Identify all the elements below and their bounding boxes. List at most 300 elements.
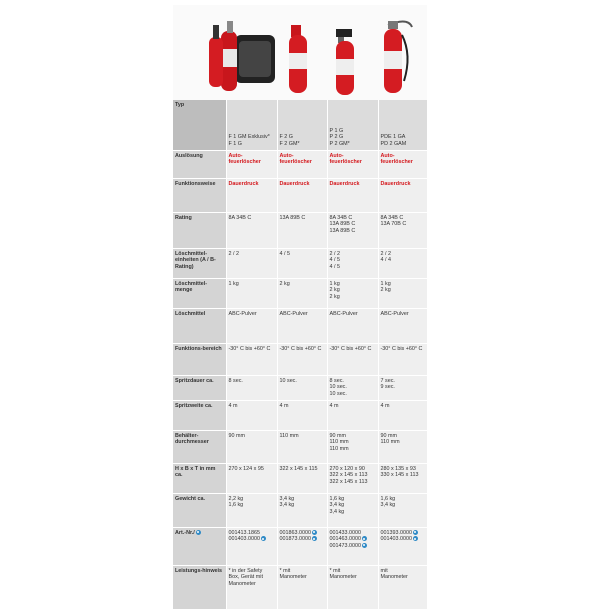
spec-value-line — [280, 536, 325, 543]
spec-value: 3,4 kg — [279, 502, 295, 509]
spec-value: 90 mm — [329, 432, 346, 439]
spec-value-line — [381, 439, 425, 446]
spec-value-line — [381, 153, 425, 160]
spec-value: 2 / 2 — [228, 250, 239, 257]
spec-value: -30° C bis +60° C — [380, 345, 423, 352]
row-label — [173, 463, 226, 493]
spec-value: 001403.0000 — [380, 536, 412, 543]
spec-value: 001873.0000 — [279, 536, 311, 543]
spec-value-cell — [327, 308, 378, 343]
spec-value-line — [229, 581, 275, 588]
spec-value-cell — [226, 212, 277, 248]
spec-value-line — [229, 311, 275, 318]
spec-value-line — [381, 466, 425, 473]
spec-value: 001863.0000 — [279, 529, 311, 536]
spec-value-cell — [378, 375, 427, 400]
spec-value-cell — [226, 493, 277, 527]
spec-value-line — [330, 228, 376, 235]
spec-value-line — [381, 403, 425, 410]
spec-value-line — [229, 466, 275, 473]
spec-value: Auto- — [279, 152, 294, 159]
spec-value-cell — [226, 150, 277, 178]
spec-value-line — [330, 433, 376, 440]
spec-value-line — [330, 215, 376, 222]
extinguisher-pde-image — [378, 15, 418, 97]
spec-value-line — [381, 281, 425, 288]
product-photo-row — [173, 5, 427, 100]
spec-value-line — [330, 543, 376, 550]
row-label — [173, 565, 226, 609]
model-name-cell — [327, 100, 378, 150]
spec-value: ABC-Pulver — [228, 310, 257, 317]
spec-value-cell — [327, 150, 378, 178]
spec-value-line — [330, 159, 376, 166]
spec-value-line — [330, 502, 376, 509]
spec-value-line — [330, 479, 376, 486]
spec-value: 1 kg — [380, 280, 391, 287]
spec-value-cell — [327, 178, 378, 212]
spec-value: 4 m — [279, 402, 289, 409]
spec-value-line — [330, 496, 376, 503]
spec-row — [173, 493, 427, 527]
spec-row — [173, 527, 427, 565]
row-label — [173, 178, 226, 212]
spec-value: feuerlöscher — [228, 159, 261, 166]
spec-value-line — [330, 472, 376, 479]
spec-value-line — [280, 568, 325, 575]
info-circle-icon — [261, 536, 266, 541]
spec-value: 001403.0000 — [228, 536, 260, 543]
spec-value-line — [229, 530, 275, 537]
spec-value: 2 kg — [279, 280, 290, 287]
model-name-cell — [226, 100, 277, 150]
spec-value-cell — [226, 375, 277, 400]
spec-value-line — [381, 568, 425, 575]
spec-value: 001413.1865 — [228, 529, 260, 536]
header-row — [173, 100, 427, 150]
spec-value: 10 sec. — [329, 390, 347, 397]
spec-value-line — [280, 433, 325, 440]
spec-value-line — [330, 311, 376, 318]
spec-value: * mit — [279, 567, 291, 574]
row-label-text: Gewicht ca. — [175, 495, 205, 502]
info-circle-icon — [413, 536, 418, 541]
spec-row — [173, 430, 427, 463]
spec-value: 3,4 kg — [279, 495, 295, 502]
spec-row — [173, 248, 427, 278]
model-name-cell — [277, 100, 327, 150]
spec-value-line — [330, 287, 376, 294]
spec-value-cell — [327, 343, 378, 375]
spec-value-line — [330, 264, 376, 271]
spec-value: Manometer — [279, 574, 307, 581]
spec-value: 2 kg — [380, 287, 391, 294]
spec-value-line — [381, 251, 425, 258]
spec-value-cell — [378, 248, 427, 278]
model-name: PD 2 GAM — [380, 140, 407, 147]
model-name: F 1 G — [228, 140, 242, 147]
spec-row — [173, 565, 427, 609]
spec-value: Dauerdruck — [228, 180, 259, 187]
spec-value-line — [330, 153, 376, 160]
info-circle-icon — [312, 536, 317, 541]
spec-value: * in der Safety — [228, 567, 263, 574]
spec-value: 4 m — [228, 402, 238, 409]
spec-value-cell — [327, 375, 378, 400]
spec-value: 9 sec. — [380, 384, 395, 391]
info-circle-icon — [362, 536, 367, 541]
spec-value: 001433.0000 — [329, 529, 361, 536]
spec-value-line — [381, 574, 425, 581]
model-name: P 2 G — [329, 134, 344, 141]
row-label — [173, 527, 226, 565]
spec-value: -30° C bis +60° C — [279, 345, 322, 352]
row-label — [173, 343, 226, 375]
spec-value: Manometer — [329, 574, 357, 581]
spec-value-line — [381, 502, 425, 509]
spec-value-line — [330, 439, 376, 446]
product-comparison-sheet — [173, 5, 427, 595]
model-name: F 2 G — [279, 134, 293, 141]
spec-value-line — [280, 574, 325, 581]
info-circle-icon — [196, 530, 201, 535]
spec-value-cell — [378, 493, 427, 527]
spec-value: 13A 89B C — [329, 221, 356, 228]
spec-value: 110 mm — [329, 439, 349, 446]
spec-value: 110 mm — [380, 439, 400, 446]
spec-value: 2 kg — [329, 287, 340, 294]
spec-row — [173, 400, 427, 430]
row-label-text: Funktionsweise — [175, 180, 216, 187]
spec-value-cell — [226, 430, 277, 463]
spec-value-cell — [327, 565, 378, 609]
row-label-text: Spritzweite ca. — [175, 402, 213, 409]
spec-value: 2,2 kg — [228, 495, 244, 502]
model-name: P 2 GM* — [329, 140, 350, 147]
spec-value: Auto- — [380, 152, 395, 159]
spec-value: -30° C bis +60° C — [228, 345, 271, 352]
header-label: Typ — [175, 102, 185, 108]
spec-value-cell — [378, 343, 427, 375]
spec-value-line — [381, 384, 425, 391]
spec-value: 3,4 kg — [329, 508, 345, 515]
spec-value: Dauerdruck — [380, 180, 411, 187]
spec-value-line — [280, 346, 325, 353]
spec-value: 322 x 145 x 113 — [329, 478, 368, 485]
spec-value-cell — [277, 212, 327, 248]
spec-value: 8A 34B C — [329, 214, 353, 221]
spec-value-line — [280, 378, 325, 385]
spec-value: 4 / 5 — [279, 250, 290, 257]
spec-value: 322 x 145 x 115 — [279, 465, 318, 472]
row-label — [173, 493, 226, 527]
row-label-text: Spritzdauer ca. — [175, 377, 214, 384]
spec-value-line — [229, 281, 275, 288]
spec-value: 001473.0000 — [329, 542, 361, 549]
spec-value-cell — [277, 178, 327, 212]
row-label-text: Art.-Nr./ — [175, 529, 195, 536]
spec-row — [173, 212, 427, 248]
spec-value: 4 / 5 — [329, 257, 340, 264]
spec-value-line — [280, 502, 325, 509]
spec-value-line — [229, 378, 275, 385]
extinguisher-f2-image — [283, 23, 313, 95]
spec-value: 13A 89B C — [329, 227, 356, 234]
spec-row — [173, 375, 427, 400]
model-name: F 2 GM* — [279, 140, 300, 147]
spec-value-line — [229, 215, 275, 222]
spec-value: 4 / 4 — [380, 257, 391, 264]
spec-value-line — [381, 536, 425, 543]
model-name-cell — [378, 100, 427, 150]
spec-value: Manometer — [380, 574, 408, 581]
spec-value: 4 / 5 — [329, 263, 340, 270]
spec-value: * mit — [329, 567, 341, 574]
spec-value-line — [330, 568, 376, 575]
model-name: F 1 GM Exklusiv* — [228, 134, 270, 141]
row-label-text: Löschmittel — [175, 310, 206, 317]
spec-value: 2 / 2 — [329, 250, 340, 257]
spec-value-cell — [226, 463, 277, 493]
info-circle-icon — [413, 530, 418, 535]
spec-value-cell — [226, 248, 277, 278]
spec-value: 2 / 2 — [380, 250, 391, 257]
row-label — [173, 430, 226, 463]
spec-value-cell — [378, 308, 427, 343]
spec-row — [173, 308, 427, 343]
spec-value-cell — [378, 178, 427, 212]
spec-value: 90 mm — [228, 432, 245, 439]
spec-value-line — [381, 215, 425, 222]
spec-value: 3,4 kg — [329, 502, 345, 509]
spec-value: feuerlöscher — [380, 159, 413, 166]
spec-value-line — [381, 496, 425, 503]
spec-value-cell — [226, 178, 277, 212]
spec-value: ABC-Pulver — [279, 310, 308, 317]
spec-value-line — [381, 221, 425, 228]
spec-value-line — [330, 257, 376, 264]
spec-value-line — [280, 311, 325, 318]
row-label — [173, 375, 226, 400]
row-label-text: Löschmittel-einheiten (A / B-Rating) — [175, 250, 216, 270]
spec-value-cell — [226, 400, 277, 430]
spec-value-line — [381, 159, 425, 166]
spec-value-cell — [327, 212, 378, 248]
spec-value: Manometer — [228, 580, 256, 587]
spec-value-line — [229, 251, 275, 258]
spec-row — [173, 463, 427, 493]
spec-value: 1 kg — [329, 280, 340, 287]
spec-value-line — [229, 574, 275, 581]
spec-value-cell — [277, 150, 327, 178]
spec-value-cell — [226, 308, 277, 343]
spec-value-line — [229, 159, 275, 166]
spec-row — [173, 343, 427, 375]
spec-value-cell — [327, 493, 378, 527]
spec-value-cell — [277, 248, 327, 278]
spec-value: Auto- — [228, 152, 243, 159]
spec-row — [173, 150, 427, 178]
spec-value-line — [330, 281, 376, 288]
spec-value-cell — [327, 430, 378, 463]
spec-value-line — [330, 391, 376, 398]
spec-value: 322 x 145 x 113 — [329, 472, 368, 479]
spec-value-line — [381, 346, 425, 353]
spec-value-cell — [226, 278, 277, 308]
spec-value-line — [330, 403, 376, 410]
spec-value: 330 x 145 x 113 — [380, 472, 419, 479]
spec-value-cell — [277, 493, 327, 527]
spec-value-line — [381, 378, 425, 385]
spec-value: 1,6 kg — [380, 495, 396, 502]
spec-row — [173, 178, 427, 212]
extinguisher-f1-safety-box-image — [207, 17, 277, 95]
spec-value: 2 kg — [329, 293, 340, 300]
spec-value: 3,4 kg — [380, 502, 396, 509]
spec-value: 270 x 124 x 95 — [228, 465, 264, 472]
spec-value-cell — [277, 400, 327, 430]
spec-value-cell — [378, 212, 427, 248]
spec-value-line — [381, 287, 425, 294]
row-label — [173, 308, 226, 343]
spec-value-cell — [226, 343, 277, 375]
spec-value: 1,6 kg — [228, 502, 244, 509]
spec-value: 13A 70B C — [380, 221, 407, 228]
spec-value: 90 mm — [380, 432, 397, 439]
spec-value: 4 m — [380, 402, 390, 409]
spec-value: Dauerdruck — [279, 180, 310, 187]
spec-value-line — [229, 153, 275, 160]
spec-value-cell — [327, 248, 378, 278]
spec-value-line — [280, 215, 325, 222]
spec-value-cell — [378, 527, 427, 565]
spec-value-line — [229, 346, 275, 353]
spec-value-line — [280, 466, 325, 473]
info-circle-icon — [362, 543, 367, 548]
row-label — [173, 100, 226, 150]
spec-value-line — [229, 502, 275, 509]
spec-value-line — [330, 251, 376, 258]
spec-value-line — [229, 403, 275, 410]
spec-value: 270 x 120 x 90 — [329, 465, 365, 472]
row-label — [173, 150, 226, 178]
spec-value: 280 x 135 x 93 — [380, 465, 416, 472]
spec-value-cell — [327, 527, 378, 565]
spec-value: 13A 89B C — [279, 214, 306, 221]
row-label — [173, 212, 226, 248]
spec-value-line — [280, 181, 325, 188]
spec-value-cell — [277, 278, 327, 308]
spec-value-line — [330, 181, 376, 188]
spec-value: 10 sec. — [279, 377, 297, 384]
spec-value-line — [280, 403, 325, 410]
row-label-text: Behälter-durchmesser — [175, 432, 209, 446]
spec-value: 110 mm — [329, 445, 349, 452]
spec-value: Auto- — [329, 152, 344, 159]
spec-value-line — [280, 159, 325, 166]
spec-value-cell — [378, 430, 427, 463]
row-label-text: H x B x T in mm ca. — [175, 465, 216, 479]
row-label-text: Auslösung — [175, 152, 203, 159]
row-label-text: Funktions-bereich — [175, 345, 222, 352]
spec-value: 7 sec. — [380, 377, 395, 384]
spec-value-cell — [226, 565, 277, 609]
row-label-text: Rating — [175, 214, 192, 221]
spec-value-cell — [277, 463, 327, 493]
spec-value-line — [381, 311, 425, 318]
model-name: PDE 1 GA — [380, 134, 406, 141]
spec-value: 8A 34B C — [380, 214, 404, 221]
spec-value: mit — [380, 567, 388, 574]
spec-row — [173, 278, 427, 308]
spec-value-cell — [277, 343, 327, 375]
row-label — [173, 248, 226, 278]
spec-value-line — [280, 281, 325, 288]
spec-value: 8 sec. — [228, 377, 243, 384]
spec-value-line — [330, 294, 376, 301]
row-label-text: Leistungs-hinweis — [175, 567, 223, 574]
spec-value: feuerlöscher — [279, 159, 312, 166]
spec-value-line — [330, 536, 376, 543]
spec-value: 4 m — [329, 402, 339, 409]
spec-value-line — [381, 472, 425, 479]
row-label — [173, 278, 226, 308]
spec-value: 8 sec. — [329, 377, 344, 384]
spec-value-line — [280, 251, 325, 258]
spec-value: 110 mm — [279, 432, 299, 439]
spec-value-line — [330, 446, 376, 453]
spec-value: 001393.0000 — [380, 529, 412, 536]
comparison-table — [173, 100, 428, 610]
row-label — [173, 400, 226, 430]
model-name: P 1 G — [329, 127, 344, 134]
spec-value-line — [229, 433, 275, 440]
spec-value: feuerlöscher — [329, 159, 362, 166]
spec-value-line — [330, 221, 376, 228]
spec-value-cell — [378, 400, 427, 430]
spec-value-line — [330, 346, 376, 353]
spec-value-cell — [378, 278, 427, 308]
spec-value-cell — [378, 463, 427, 493]
spec-value-cell — [378, 150, 427, 178]
spec-value-line — [330, 509, 376, 516]
spec-value-line — [330, 466, 376, 473]
spec-value-line — [280, 530, 325, 537]
spec-value: 1 kg — [228, 280, 239, 287]
spec-value-line — [229, 536, 275, 543]
spec-value-cell — [277, 430, 327, 463]
spec-value: ABC-Pulver — [329, 310, 358, 317]
spec-value-cell — [277, 565, 327, 609]
spec-value-line — [229, 568, 275, 575]
spec-value-line — [229, 181, 275, 188]
spec-value: 10 sec. — [329, 384, 347, 391]
spec-value-cell — [277, 527, 327, 565]
info-circle-icon — [312, 530, 317, 535]
spec-value: 001463.0000 — [329, 536, 361, 543]
spec-value-line — [280, 496, 325, 503]
spec-value-cell — [378, 565, 427, 609]
spec-value-line — [330, 574, 376, 581]
spec-value-cell — [277, 308, 327, 343]
row-label-text: Löschmittel-menge — [175, 280, 208, 294]
spec-value-line — [330, 530, 376, 537]
spec-value-cell — [277, 375, 327, 400]
spec-value: 1,6 kg — [329, 495, 345, 502]
spec-value-line — [381, 433, 425, 440]
spec-value-line — [330, 378, 376, 385]
spec-value-line — [330, 384, 376, 391]
